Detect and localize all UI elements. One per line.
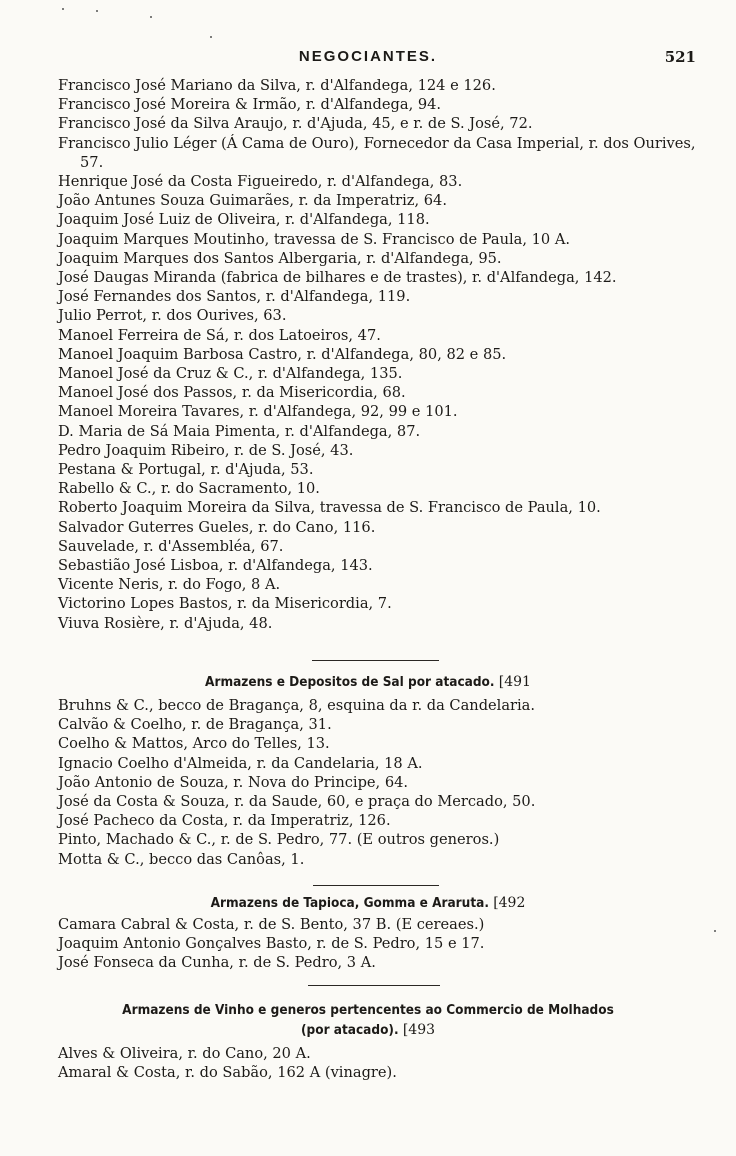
list-entry: Motta & C., becco das Canôas, 1. (58, 850, 305, 868)
page-number: 521 (664, 48, 696, 66)
list-entry: Pestana & Portugal, r. d'Ajuda, 53. (58, 461, 314, 479)
list-entry: Julio Perrot, r. dos Ourives, 63. (58, 307, 287, 325)
list-entry: Francisco José Mariano da Silva, r. d'Alfandega, 124 e 126. (58, 77, 496, 94)
list-entry: José Daugas Miranda (fabrica de bilhares e de trastes), r. d'Alfandega, 142. (58, 269, 617, 287)
print-speck (96, 10, 98, 12)
list-entry: Manoel José dos Passos, r. da Misericordia, 68. (58, 384, 406, 402)
list-entry: José da Costa & Souza, r. da Saude, 60, e praça do Mercado, 50. (58, 793, 536, 811)
list-entry: Joaquim Antonio Gonçalves Basto, r. de S. Pedro, 15 e 17. (58, 935, 485, 953)
list-entry: Joaquim Marques Moutinho, travessa de S. Francisco de Paula, 10 A. (58, 230, 571, 248)
section-heading-text: Armazens de Vinho e generos pertencentes ao Commercio de Molhados (122, 1002, 614, 1018)
print-speck (210, 36, 212, 38)
list-entry: João Antonio de Souza, r. Nova do Principe, 64. (58, 773, 409, 791)
list-entry: Manoel Ferreira de Sá, r. dos Latoeiros, 47. (58, 326, 381, 344)
list-entry: Joaquim Marques dos Santos Albergaria, r. d'Alfandega, 95. (58, 249, 502, 267)
list-entry: Coelho & Mattos, Arco do Telles, 13. (58, 735, 330, 753)
list-entry: Manoel Joaquim Barbosa Castro, r. d'Alfandega, 80, 82 e 85. (58, 345, 507, 363)
directory-list-tapioca (58, 915, 698, 973)
list-entry: Pedro Joaquim Ribeiro, r. de S. José, 43. (58, 441, 354, 459)
list-entry: Pinto, Machado & C., r. de S. Pedro, 77. (E outros generos.) (58, 831, 500, 849)
section-ref-number: [493 (402, 1022, 436, 1038)
directory-list-vinho (58, 1044, 698, 1082)
section-divider (308, 985, 440, 986)
list-entry: Alves & Oliveira, r. do Cano, 20 A. (58, 1045, 311, 1062)
list-entry: José Fonseca da Cunha, r. de S. Pedro, 3 A. (58, 954, 376, 972)
print-speck (714, 930, 716, 932)
list-entry: Francisco Julio Léger (Á Cama de Ouro), Fornecedor da Casa Imperial, r. dos Ourives, 57. (58, 134, 696, 171)
list-entry: Sauvelade, r. d'Assembléa, 67. (58, 537, 284, 555)
list-entry: Viuva Rosière, r. d'Ajuda, 48. (58, 614, 273, 632)
section-heading-text: Armazens e Depositos de Sal por atacado. (205, 674, 495, 690)
section-heading-text: Armazens de Tapioca, Gomma e Araruta. (210, 895, 489, 911)
list-entry: Manoel José da Cruz & C., r. d'Alfandega, 135. (58, 365, 403, 383)
list-entry: José Fernandes dos Santos, r. d'Alfandega, 119. (58, 288, 411, 306)
section-ref-number: [492 (493, 895, 526, 911)
section-heading-vinho (0, 1000, 736, 1040)
list-entry: Victorino Lopes Bastos, r. da Misericordia, 7. (58, 595, 392, 613)
list-entry: Salvador Guterres Gueles, r. do Cano, 116. (58, 518, 376, 536)
list-entry: Francisco José da Silva Araujo, r. d'Ajuda, 45, e r. de S. José, 72. (58, 115, 533, 133)
list-entry: Manoel Moreira Tavares, r. d'Alfandega, 92, 99 e 101. (58, 403, 458, 421)
running-title: NEGOCIANTES. (298, 48, 438, 65)
directory-list-sal (58, 696, 698, 869)
section-divider (313, 885, 439, 886)
section-heading-sal (0, 672, 736, 692)
list-entry: João Antunes Souza Guimarães, r. da Imperatriz, 64. (58, 192, 447, 210)
list-entry: Amaral & Costa, r. do Sabão, 162 A (vinagre). (58, 1064, 397, 1082)
section-divider (312, 660, 439, 661)
list-entry: Bruhns & C., becco de Bragança, 8, esquina da r. da Candelaria. (58, 697, 536, 714)
page-header (0, 48, 736, 72)
print-speck (62, 8, 64, 10)
list-entry: Vicente Neris, r. do Fogo, 8 A. (58, 576, 281, 594)
section-heading-tapioca (0, 893, 736, 913)
list-entry: Sebastião José Lisboa, r. d'Alfandega, 143. (58, 557, 373, 575)
list-entry: Francisco José Moreira & Irmão, r. d'Alfandega, 94. (58, 96, 442, 114)
list-entry: José Pacheco da Costa, r. da Imperatriz, 126. (58, 812, 391, 830)
list-entry: Henrique José da Costa Figueiredo, r. d'Alfandega, 83. (58, 173, 463, 191)
section-heading-text: (por atacado). (300, 1022, 399, 1038)
section-heading-subline (0, 1020, 736, 1040)
directory-list-negociantes (58, 76, 698, 633)
list-entry: Roberto Joaquim Moreira da Silva, travessa de S. Francisco de Paula, 10. (58, 499, 601, 517)
list-entry: D. Maria de Sá Maia Pimenta, r. d'Alfandega, 87. (58, 422, 421, 440)
list-entry: Ignacio Coelho d'Almeida, r. da Candelaria, 18 A. (58, 754, 423, 772)
list-entry: Calvão & Coelho, r. de Bragança, 31. (58, 716, 332, 734)
list-entry: Rabello & C., r. do Sacramento, 10. (58, 480, 320, 498)
list-entry: Camara Cabral & Costa, r. de S. Bento, 37 B. (E cereaes.) (58, 916, 485, 933)
list-entry: Joaquim José Luiz de Oliveira, r. d'Alfandega, 118. (58, 211, 430, 229)
print-speck (150, 16, 152, 18)
section-ref-number: [491 (498, 674, 531, 690)
